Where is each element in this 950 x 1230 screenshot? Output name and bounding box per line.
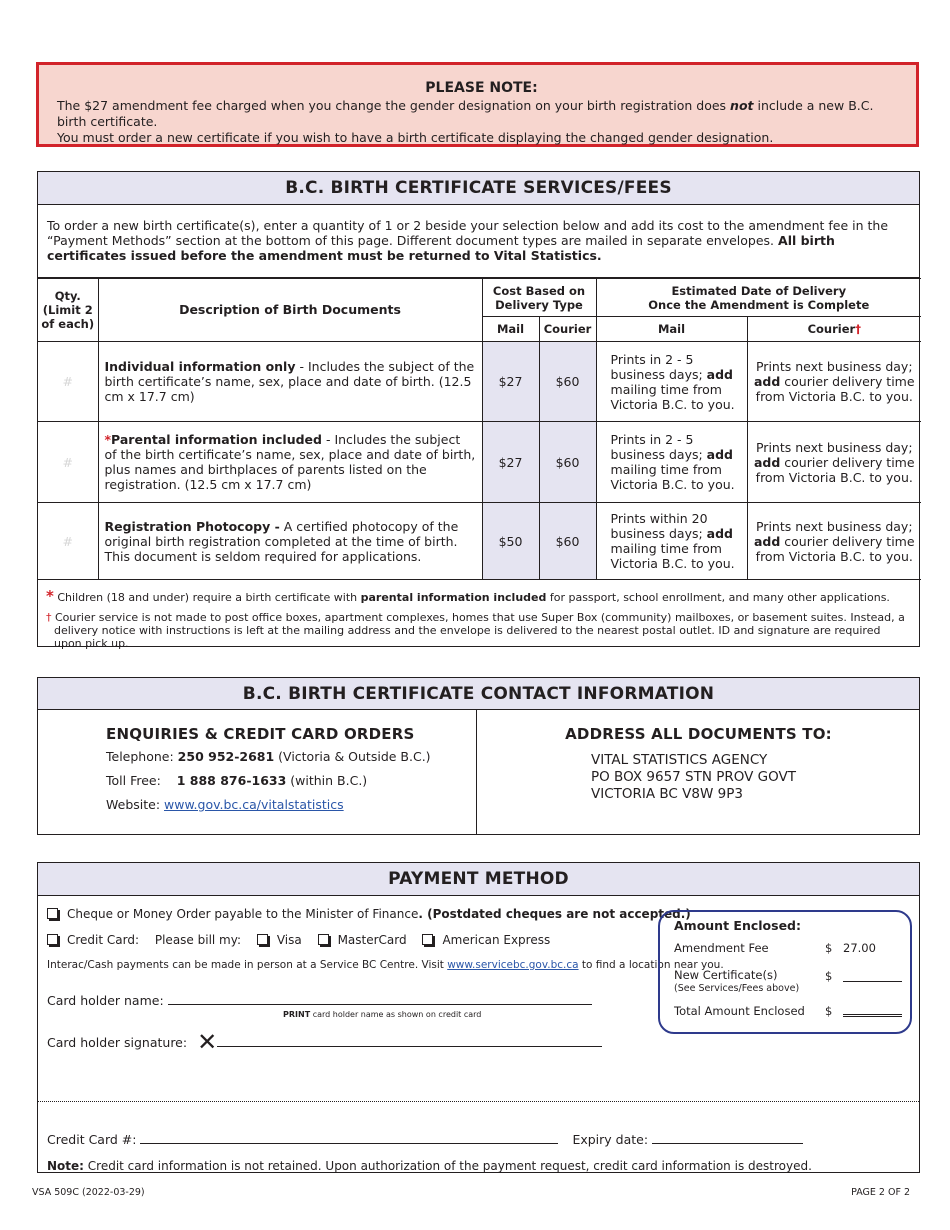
mail-delivery-photocopy: Prints within 20 business days; add mailing time from Victoria B.C. to you. <box>596 503 747 580</box>
credit-card-number-row: Credit Card #: Expiry date: <box>47 1132 803 1147</box>
fees-intro: To order a new birth certificate(s), enter a quantity of 1 or 2 beside your selection below and add its cost to the amendment fee in the “Payment Methods” section at the bottom of this page. Different document types are mailed in separate envelopes. All birth certificates issued before the amendment must be returned to Vital Statistics. <box>38 205 919 278</box>
mail-delivery-parental: Prints in 2 - 5 business days; add mailing time from Victoria B.C. to you. <box>596 422 747 503</box>
enquiries-heading: ENQUIRIES & CREDIT CARD ORDERS <box>106 725 415 743</box>
delivery-courier-header: Courier† <box>747 317 921 342</box>
credit-card-option: Credit Card: Please bill my: Visa MasterCard American Express <box>47 933 550 947</box>
payment-title: PAYMENT METHOD <box>38 863 919 896</box>
courier-cost-parental: $60 <box>539 422 596 503</box>
desc-header: Description of Birth Documents <box>98 279 482 342</box>
footnote-courier: † Courier service is not made to post office boxes, apartment complexes, homes that use Super Box (community) mailboxes, or basement suites. Instead, a delivery notice with instructions is left at the mailing address and the envelope is delivered to the nearest postal outlet. ID and signature are required upon pick up. <box>46 611 905 650</box>
courier-cost-individual: $60 <box>539 342 596 422</box>
footnote-children: * Children (18 and under) require a birth certificate with parental information included for passport, school enrollment, and many other applications. <box>46 587 890 605</box>
mail-delivery-individual: Prints in 2 - 5 business days; add mailing time from Victoria B.C. to you. <box>596 342 747 422</box>
cost-header: Cost Based on Delivery Type <box>482 279 596 317</box>
fees-table <box>38 278 921 580</box>
desc-photocopy: Registration Photocopy - A certified photocopy of the original birth registration completed at the time of birth. This document is seldom required for applications. <box>98 503 482 580</box>
desc-parental: *Parental information included - Includes the subject of the birth certificate’s name, sex, place and date of birth, plus names and birthplaces of parents listed on the registration. (12.5 cm x 17.7 cm) <box>98 422 482 503</box>
address-heading: ADDRESS ALL DOCUMENTS TO: <box>565 725 832 743</box>
servicebc-link[interactable]: www.servicebc.gov.bc.ca <box>447 959 579 971</box>
cost-courier-header: Courier <box>539 317 596 342</box>
delivery-mail-header: Mail <box>596 317 747 342</box>
amount-title: Amount Enclosed: <box>674 918 801 933</box>
contact-title: B.C. BIRTH CERTIFICATE CONTACT INFORMATION <box>38 678 919 710</box>
credit-card-checkbox[interactable] <box>47 934 58 945</box>
qty-input-photocopy[interactable]: # <box>38 503 98 580</box>
total-input[interactable] <box>843 1004 902 1017</box>
holder-name-hint: PRINT card holder name as shown on credit card <box>283 1010 482 1019</box>
dotted-divider <box>38 1101 919 1102</box>
expiry-date-input[interactable] <box>652 1132 803 1144</box>
tollfree-line: Toll Free: 1 888 876-1633 (within B.C.) <box>106 773 368 788</box>
fee-row-individual <box>38 342 921 422</box>
address-panel <box>477 710 920 835</box>
courier-cost-photocopy: $60 <box>539 503 596 580</box>
signature-row: Card holder signature: ✕ <box>47 1028 602 1056</box>
new-certificate-input[interactable] <box>843 969 902 982</box>
courier-delivery-parental: Prints next business day; add courier delivery time from Victoria B.C. to you. <box>747 422 921 503</box>
card-info-note: Note: Credit card information is not retained. Upon authorization of the payment request, credit card information is destroyed. <box>47 1159 812 1173</box>
credit-card-number-input[interactable] <box>140 1132 558 1144</box>
website-line: Website: www.gov.bc.ca/vitalstatistics <box>106 797 344 812</box>
amendment-fee-value: 27.00 <box>843 941 876 955</box>
visa-checkbox[interactable] <box>257 934 268 945</box>
amendment-fee-row: Amendment Fee $ 27.00 <box>674 941 876 955</box>
note-title: PLEASE NOTE: <box>425 80 538 96</box>
telephone-line: Telephone: 250 952-2681 (Victoria & Outside B.C.) <box>106 749 431 764</box>
mail-cost-parental: $27 <box>482 422 539 503</box>
new-certificate-row: New Certificate(s) (See Services/Fees above) $ <box>674 963 896 1004</box>
fee-row-parental <box>38 422 921 503</box>
form-id: VSA 509C (2022-03-29) <box>32 1187 145 1198</box>
note-line-1: The $27 amendment fee charged when you change the gender designation on your birth registration does not include a new B.C. birth certificate. <box>57 98 874 129</box>
mail-cost-photocopy: $50 <box>482 503 539 580</box>
signature-input[interactable] <box>217 1035 602 1047</box>
cheque-option: Cheque or Money Order payable to the Minister of Finance. (Postdated cheques are not accepted.) <box>47 907 691 921</box>
mailing-address: VITAL STATISTICS AGENCY PO BOX 9657 STN PROV GOVT VICTORIA BC V8W 9P3 <box>591 752 797 802</box>
qty-input-individual[interactable]: # <box>38 342 98 422</box>
contact-section <box>37 677 920 835</box>
amex-checkbox[interactable] <box>422 934 433 945</box>
mastercard-checkbox[interactable] <box>318 934 329 945</box>
website-link[interactable]: www.gov.bc.ca/vitalstatistics <box>164 797 344 812</box>
enquiries-panel <box>38 710 477 835</box>
holder-name-row: Card holder name: <box>47 993 592 1008</box>
fees-footnotes <box>38 580 919 650</box>
qty-input-parental[interactable]: # <box>38 422 98 503</box>
signature-x-icon: ✕ <box>197 1028 218 1056</box>
please-note-box <box>36 62 919 147</box>
page-number: PAGE 2 OF 2 <box>851 1187 910 1198</box>
fee-row-photocopy <box>38 503 921 580</box>
fees-section <box>37 171 920 650</box>
interac-note: Interac/Cash payments can be made in person at a Service BC Centre. Visit www.servicebc.gov.bc.ca to find a location near you. <box>47 959 724 971</box>
note-line-2: You must order a new certificate if you wish to have a birth certificate displaying the changed gender designation. <box>57 130 774 145</box>
qty-header: Qty. (Limit 2 of each) <box>38 279 98 342</box>
mail-cost-individual: $27 <box>482 342 539 422</box>
delivery-header: Estimated Date of Delivery Once the Amendment is Complete <box>596 279 921 317</box>
desc-individual: Individual information only - Includes the subject of the birth certificate’s name, sex, place and date of birth. (12.5 cm x 17.7 cm) <box>98 342 482 422</box>
payment-section <box>37 862 920 1173</box>
fees-title: B.C. BIRTH CERTIFICATE SERVICES/FEES <box>38 172 919 205</box>
courier-delivery-photocopy: Prints next business day; add courier delivery time from Victoria B.C. to you. <box>747 503 921 580</box>
total-row: Total Amount Enclosed $ <box>674 1004 896 1026</box>
holder-name-input[interactable] <box>168 993 592 1005</box>
courier-delivery-individual: Prints next business day; add courier delivery time from Victoria B.C. to you. <box>747 342 921 422</box>
amount-enclosed-box <box>658 910 912 1034</box>
cheque-checkbox[interactable] <box>47 908 58 919</box>
cost-mail-header: Mail <box>482 317 539 342</box>
